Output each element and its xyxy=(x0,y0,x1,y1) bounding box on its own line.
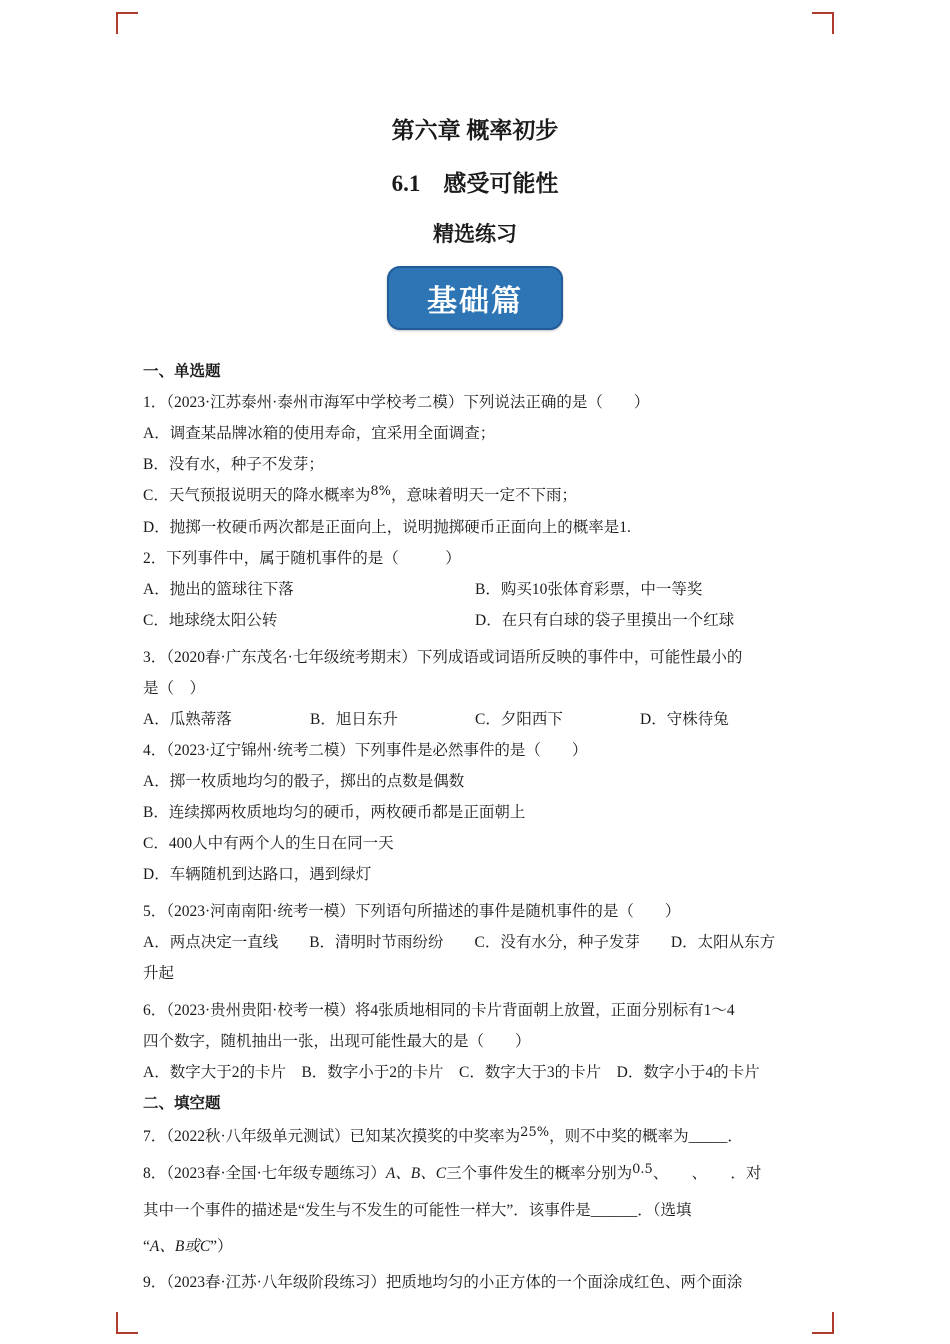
crop-mark-top-left xyxy=(116,12,138,34)
question-3 xyxy=(143,642,807,735)
option-text: C．天气预报说明天的降水概率为 xyxy=(143,487,371,504)
document-content xyxy=(143,0,807,1301)
question-3-option-a: A．瓜熟蒂落 xyxy=(143,711,232,728)
stem-text: ，则不中奖的概率为_____． xyxy=(549,1128,743,1145)
question-1-option-b: B．没有水，种子不发芽； xyxy=(143,456,324,473)
question-4 xyxy=(143,735,807,890)
question-3-options xyxy=(143,704,807,735)
question-4-stem: 4．（2023·辽宁锦州·统考二模）下列事件是必然事件的是（ ） xyxy=(143,742,588,759)
question-3-option-d: D．守株待兔 xyxy=(640,711,729,728)
question-4-option-d: D．车辆随机到达路口，遇到绿灯 xyxy=(143,866,372,883)
question-4-option-b: B．连续掷两枚质地均匀的硬币，两枚硬币都是正面朝上 xyxy=(143,804,526,821)
stem-text: 三个事件发生的概率分别为 xyxy=(446,1165,633,1182)
chapter-title: 第六章 概率初步 xyxy=(391,118,559,143)
subtitle: 精选练习 xyxy=(433,222,517,246)
question-4-option-a: A．掷一枚质地均匀的骰子，掷出的点数是偶数 xyxy=(143,773,465,790)
question-3-stem-line1: 3．（2020春·广东茂名·七年级统考期末）下列成语或词语所反映的事件中，可能性最小的 xyxy=(143,649,743,666)
math-variables: A、B或C xyxy=(149,1238,211,1255)
question-3-option-b: B．旭日东升 xyxy=(310,711,398,728)
question-2-option-a: A．抛出的篮球往下落 xyxy=(143,581,294,598)
stem-text: 、 、 ．对 xyxy=(652,1165,762,1182)
question-1-option-a: A．调查某品牌冰箱的使用寿命，宜采用全面调查； xyxy=(143,425,496,442)
question-1-stem: 1．（2023·江苏泰州·泰州市海军中学校考二模）下列说法正确的是（ ） xyxy=(143,394,650,411)
question-6-options: A．数字大于2的卡片 B．数字小于2的卡片 C．数字大于3的卡片 D．数字小于4的卡片 xyxy=(143,1064,760,1081)
question-5-options-line2: 升起 xyxy=(143,965,175,982)
question-3-stem-line2: 是（ ） xyxy=(143,680,206,697)
question-6-stem-line1: 6．（2023·贵州贵阳·校考一模）将4张质地相同的卡片背面朝上放置，正面分别标有1～4 xyxy=(143,1002,735,1019)
question-5-options-line1: A．两点决定一直线 B．清明时节雨纷纷 C．没有水分，种子发芽 D．太阳从东方 xyxy=(143,934,776,951)
section-heading-single-choice: 一、单选题 xyxy=(143,363,221,380)
question-1-option-d: D．抛掷一枚硬币两次都是正面向上，说明抛掷硬币正面向上的概率是1. xyxy=(143,519,631,536)
math-variables: A、B、C xyxy=(385,1165,447,1182)
crop-mark-top-right xyxy=(812,12,834,34)
question-1 xyxy=(143,387,807,543)
question-9 xyxy=(143,1265,807,1301)
question-5 xyxy=(143,896,807,989)
question-1-option-c xyxy=(143,480,807,512)
question-2 xyxy=(143,543,807,636)
question-4-option-c: C．400人中有两个人的生日在同一天 xyxy=(143,835,394,852)
question-8-line1 xyxy=(143,1156,807,1193)
crop-mark-bottom-left xyxy=(116,1312,138,1334)
fill-blank-section xyxy=(143,1119,807,1301)
question-8-line3 xyxy=(143,1229,807,1265)
inline-math-percent: 25% xyxy=(520,1125,550,1140)
question-2-options xyxy=(143,574,807,636)
question-2-option-c: C．地球绕太阳公转 xyxy=(143,612,278,629)
stem-text: “ xyxy=(143,1238,150,1255)
question-6-stem-line2: 四个数字，随机抽出一张，出现可能性最大的是（ ） xyxy=(143,1033,531,1050)
question-2-option-d: D．在只有白球的袋子里摸出一个红球 xyxy=(475,612,735,629)
question-7-stem xyxy=(143,1119,807,1156)
question-2-stem: 2．下列事件中，属于随机事件的是（ ） xyxy=(143,550,461,567)
crop-mark-bottom-right xyxy=(812,1312,834,1334)
question-5-stem: 5．（2023·河南南阳·统考一模）下列语句所描述的事件是随机事件的是（ ） xyxy=(143,903,681,920)
basics-badge: 基础篇 xyxy=(387,266,563,330)
stem-text: 8．（2023春·全国·七年级专题练习） xyxy=(143,1165,386,1182)
stem-text: ”） xyxy=(210,1238,233,1255)
inline-math-percent: 8% xyxy=(370,484,391,499)
question-8 xyxy=(143,1156,807,1265)
lesson-title: 6.1 感受可能性 xyxy=(391,171,559,196)
option-text: ，意味着明天一定不下雨； xyxy=(390,487,577,504)
question-7 xyxy=(143,1119,807,1156)
question-3-option-c: C．夕阳西下 xyxy=(475,711,563,728)
section-heading-fill-blank: 二、填空题 xyxy=(143,1095,221,1112)
inline-math-decimal: 0.5 xyxy=(632,1162,653,1177)
stem-text: 7．（2022秋·八年级单元测试）已知某次摸奖的中奖率为 xyxy=(143,1128,521,1145)
question-6 xyxy=(143,995,807,1088)
question-9-stem: 9．（2023春·江苏·八年级阶段练习）把质地均匀的小正方体的一个面涂成红色、两个面涂 xyxy=(143,1274,743,1291)
question-8-line2: 其中一个事件的描述是“发生与不发生的可能性一样大”．该事件是______．（选填 xyxy=(143,1202,692,1219)
question-2-option-b: B．购买10张体育彩票，中一等奖 xyxy=(475,581,703,598)
